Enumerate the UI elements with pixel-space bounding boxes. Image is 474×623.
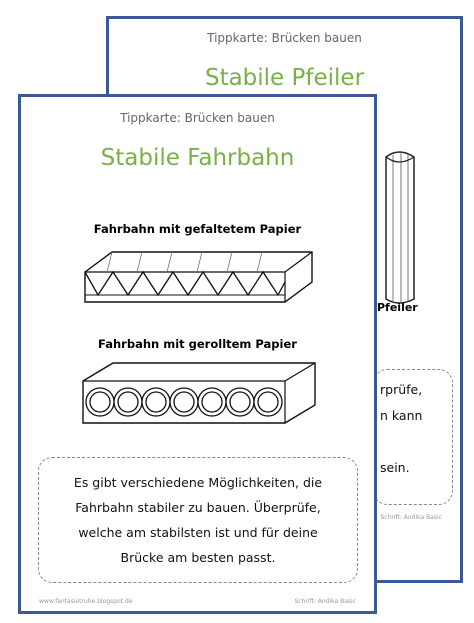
tip-line-3: welche am stabilsten ist und für deine — [78, 525, 318, 540]
card-subtitle: Tippkarte: Brücken bauen — [120, 111, 275, 125]
text-fragment-1: rprüfe, — [380, 382, 423, 397]
rolled-paper-illustration — [83, 361, 323, 431]
card-title: Stabile Pfeiler — [204, 65, 365, 91]
figure-folded-caption: Fahrbahn mit gefaltetem Papier — [93, 222, 302, 236]
tip-text — [39, 470, 357, 570]
footer-font-credit: Schrift: Andika Basic — [294, 598, 356, 605]
card-subtitle: Tippkarte: Brücken bauen — [207, 31, 362, 45]
tip-card-front — [18, 94, 377, 614]
tip-line-1: Es gibt verschiedene Möglichkeiten, die — [73, 475, 323, 490]
folded-paper-illustration — [85, 247, 315, 317]
tip-line-4: Brücke am besten passt. — [120, 550, 276, 565]
footer-font-credit: Schrift: Andika Basic — [380, 514, 442, 521]
tip-box — [38, 457, 358, 583]
figure-rolled-caption: Fahrbahn mit gerolltem Papier — [98, 337, 297, 351]
text-fragment-3: sein. — [380, 460, 410, 475]
footer-website: www.fantasietruhe.blogspot.de — [39, 598, 133, 605]
tip-box-back — [373, 369, 453, 505]
pillar-illustration — [384, 149, 424, 309]
card-title: Stabile Fahrbahn — [100, 145, 295, 171]
tip-line-2: Fahrbahn stabiler zu bauen. Überprüfe, — [75, 500, 321, 515]
pillar-caption-fragment: Pfeiler — [377, 301, 418, 314]
text-fragment-2: n kann — [380, 408, 423, 423]
